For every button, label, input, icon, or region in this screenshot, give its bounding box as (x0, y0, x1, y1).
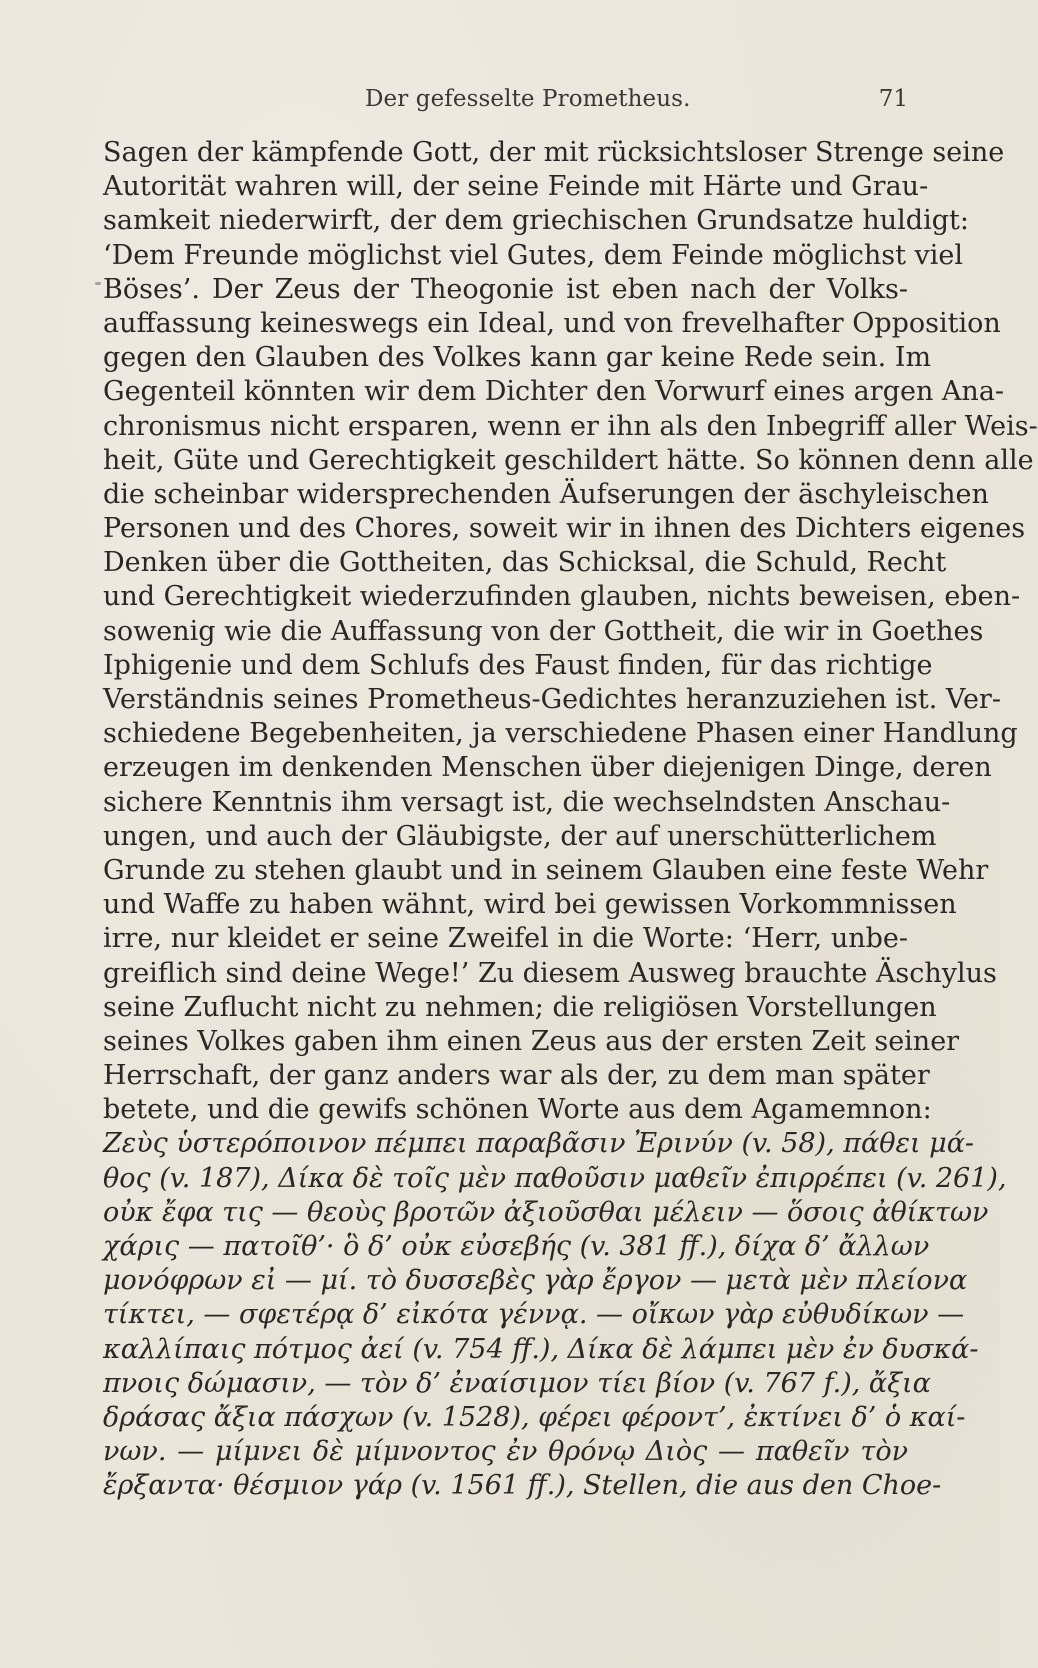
text-line: und Gerechtigkeit wiederzufinden glauben, nichts beweisen, eben- (103, 581, 1021, 613)
text-line: sichere Kenntnis ihm versagt ist, die wechselndsten Anschau- (103, 786, 951, 818)
text-line: seine Zuflucht nicht zu nehmen; die religiösen Vorstellungen (103, 991, 937, 1023)
text-line: Autorität wahren will, der seine Feinde mit Härte und Grau- (103, 171, 929, 203)
text-line: auffassung keineswegs ein Ideal, und von frevelhafter Opposition (103, 307, 1001, 339)
greek-text-line: καλλίπαις πότμος ἀεί (v. 754 ff.), Δίκα δὲ λάμπει μὲν ἐν δυσκά- (103, 1333, 979, 1365)
text-line: sowenig wie die Auffassung von der Gottheit, die wir in Goethes (103, 615, 984, 647)
text-line: Gegenteil könnten wir dem Dichter den Vorwurf eines argen Ana- (103, 376, 1005, 408)
text-line: Böses’. Der Zeus der Theogonie ist eben nach der Volks- (103, 273, 908, 305)
text-line: ‘Dem Freunde möglichst viel Gutes, dem Feinde möglichst viel (103, 239, 964, 271)
text-line: erzeugen im denkenden Menschen über diejenigen Dinge, deren (103, 752, 992, 784)
greek-text-line: μονόφρων εἰ — μί. τὸ δυσσεβὲς γὰρ ἔργον — μετὰ μὲν πλείονα (103, 1265, 968, 1297)
text-line: Iphigenie und dem Schlufs des Faust finden, für das richtige (103, 649, 933, 681)
body-text (103, 136, 1038, 1504)
text-line: Herrschaft, der ganz anders war als der, zu dem man später (103, 1060, 930, 1092)
text-line: schiedene Begebenheiten, ja verschiedene Phasen einer Handlung (103, 718, 1018, 750)
text-line: heit, Güte und Gerechtigkeit geschildert hätte. So können denn alle (103, 444, 1034, 476)
text-line: die scheinbar widersprechenden Äufserungen der äschyleischen (103, 478, 989, 510)
text-line: Sagen der kämpfende Gott, der mit rücksichtsloser Strenge seine (103, 137, 1005, 168)
text-line: Denken über die Gottheiten, das Schicksal, die Schuld, Recht (103, 547, 947, 579)
greek-text-line: πνοις δώμασιν, — τὸν δ’ ἐναίσιμον τίει βίον (v. 767 f.), ἄξια (103, 1367, 931, 1399)
text-line: Personen und des Chores, soweit wir in ihnen des Dichters eigenes (103, 513, 1026, 545)
text-line: betete, und die gewifs schönen Worte aus dem Agamemnon: (103, 1094, 932, 1126)
text-line: chronismus nicht ersparen, wenn er ihn als den Inbegriff aller Weis- (103, 410, 1038, 442)
running-title: Der gefesselte Prometheus. (365, 86, 691, 112)
text-line: greiflich sind deine Wege!’ Zu diesem Ausweg brauchte Äschylus (103, 957, 997, 989)
greek-text-line: οὐκ ἔφα τις — θεοὺς βροτῶν ἀξιοῦσθαι μέλειν — ὅσοις ἀθίκτων (103, 1196, 989, 1228)
text-line: ungen, und auch der Gläubigste, der auf unerschütterlichem (103, 820, 937, 852)
greek-text-line: τίκτει, — σφετέρᾳ δ’ εἰκότα γέννᾳ. — οἴκων γὰρ εὐθυδίκων — (103, 1299, 965, 1331)
ink-mark (95, 282, 101, 285)
greek-text-line: νων. — μίμνει δὲ μίμνοντος ἐν θρόνῳ Διὸς — παθεῖν τὸν (103, 1436, 908, 1468)
greek-text-line: ἔρξαντα· θέσμιον γάρ (v. 1561 ff.), Stellen, die aus den Choe- (103, 1470, 942, 1502)
greek-text-line: θος (v. 187), Δίκα δὲ τοῖς μὲν παθοῦσιν μαθεῖν ἐπιρρέπει (v. 261), (103, 1162, 1007, 1194)
greek-text-line: Ζεὺς ὑστερόποινον πέμπει παραβᾶσιν Ἐρινύν (v. 58), πάθει μά- (103, 1128, 975, 1160)
text-line: Verständnis seines Prometheus-Gedichtes heranzuziehen ist. Ver- (103, 684, 1001, 715)
text-line: seines Volkes gaben ihm einen Zeus aus der ersten Zeit seiner (103, 1025, 960, 1057)
greek-text-line: δράσας ἄξια πάσχων (v. 1528), φέρει φέροντ’, ἐκτίνει δ’ ὁ καί- (103, 1401, 966, 1433)
text-line: irre, nur kleidet er seine Zweifel in die Worte: ‘Herr, unbe- (103, 923, 908, 955)
text-line: und Waffe zu haben wähnt, wird bei gewissen Vorkommnissen (103, 889, 957, 921)
running-head (103, 82, 908, 116)
greek-text-line: χάρις — πατοῖθ’· ὃ δ’ οὐκ εὐσεβής (v. 381 ff.), δίχα δ’ ἄλλων (103, 1231, 930, 1262)
text-line: samkeit niederwirft, der dem griechischen Grundsatze huldigt: (103, 205, 969, 237)
text-line: gegen den Glauben des Volkes kann gar keine Rede sein. Im (103, 342, 932, 374)
page-number: 71 (878, 86, 908, 112)
text-line: Grunde zu stehen glaubt und in seinem Glauben eine feste Wehr (103, 854, 989, 886)
